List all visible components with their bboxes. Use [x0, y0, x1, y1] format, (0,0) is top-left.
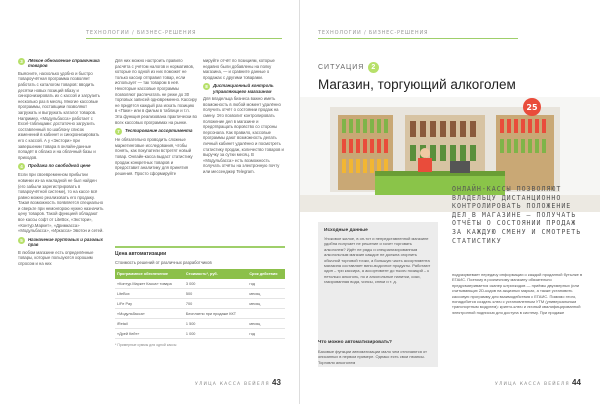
table-row — [115, 319, 285, 329]
article-title: Магазин, торгующий алкоголем — [318, 77, 516, 92]
table-header: Срок действия — [247, 269, 285, 279]
table-subtitle: Стоимость решений от различных разработчиков — [115, 260, 212, 265]
cell: месяц — [247, 289, 285, 299]
box-text: Упоковое жилое, в он-тот и непредставленной магазине удобна получает не решение и хочет торговать алкоголем? Идёт не ряды и специализированным алкогольным магазин каждое не должна огорнить обычной торговой точки, а большую часть ассортимента магазина составляет вино-водочное продукты. Работают один – три кассира, а ассортимент до тысяч позиций – к нетолько алкоголь, но и алкогольные напитки, соки, газированная вода, чипсы, снеки и т. д. — [324, 236, 431, 285]
question-text: Базовые функции автоматизации мало чем отличаются от описанных в первом примере. Однако есть свои нюансы. Торговля алкоголем — [318, 349, 427, 365]
page-header: ТЕХНОЛОГИИ / БИЗНЕС-РЕШЕНИЯ — [86, 30, 197, 36]
page-footer: УЛИЦА КАССА ВЕЙЕЛЯ — [195, 382, 270, 387]
list-item — [18, 237, 104, 248]
price-table-block — [115, 246, 285, 359]
paragraph: подразумевает передачу информации о каждой проданной бутылке в ЕГАИС. Поэтому в розничному магазину обязательно предусматривается сканер штрихкодов — приёмы двухмерных (или считывающих 2D-кодов на акцизных марках, а также установить кассовую программу для взаимодействия с ЕГАИС. Помимо этого, понадобится создать ключ с установленным УТМ (универсальным транспортным модулем): крипто-ключ и личный квалифицированной электронной подписью для доступа в систему. При продаже — [452, 272, 583, 315]
table-row — [115, 289, 285, 299]
price-table — [115, 269, 285, 339]
cell: 1 000 — [184, 329, 247, 339]
cell: месяц — [247, 299, 285, 309]
table-header: Стоимость*, руб. — [184, 269, 247, 279]
page-header: ТЕХНОЛОГИИ / БИЗНЕС-РЕШЕНИЯ — [318, 30, 429, 36]
cell: «Контур.Маркет Касса» товара — [115, 279, 184, 289]
page-number: 43 — [272, 378, 281, 387]
item-text: Выясните, насколько удобно и быстро товароучётная программа позволяет работать с каталогом товаров: вводить десятки новых позиций вбазу и синхронизировать их с кассой и загрузить несколько раз в месяц. Многие кассовые программы, поставщики позволяют загружать и выгружать каталог товаров. Например, «Модульбасса» работает с Excel-таблицами: достаточно загрузить составленный по шаблону список изменений в кабинет и синхронизировать его с кассой. А у «Экстори» при завершении товара в онлайн-данные попадёт в облако и на облачный базы и приходов. — [18, 70, 100, 160]
table-row — [115, 309, 285, 319]
cell: 1 500 — [184, 319, 247, 329]
cell: 3 000 — [184, 279, 247, 289]
column-2 — [115, 58, 197, 179]
list-item — [18, 163, 104, 170]
item-text: В любом магазине есть определённые товары, которые пользуются хорошим спросом и на них — [18, 249, 94, 266]
item-title: Дистанционный контроль управляющего магазином — [213, 83, 274, 94]
paragraph: Для них можно настроить правило расчёта с учётом налогов и нормативов, которые по одной из них поможет не только кассир отправил товар, если использует — так товаром в неё. Некоторые кассовые программы позволяют распечатать не реже до 30 торговых записей одновременно. Кассиру не придётся каждый раз искать позицию в «Паке» или в фильм в таблице и т.п. Эта функция реализована практически во всех кассовых программах на рынке. — [115, 58, 197, 125]
list-item — [18, 58, 104, 69]
column-1 — [18, 58, 104, 269]
list-item — [115, 128, 197, 135]
table-header: Программное обеспечение — [115, 269, 184, 279]
table-title: Цена автоматизации — [115, 246, 285, 257]
initial-data-box — [318, 222, 438, 367]
situation-label — [318, 62, 379, 73]
item-title: Лёгкое обновление справочника товаров — [28, 58, 100, 69]
table-row — [115, 299, 285, 309]
question-title: Что можно автоматизировать? — [318, 340, 392, 345]
item-text: Если при своевременном прибытии новинки из-за накладной не был найден (его забыли зарегистрировать в товароучётной системе), то на кассе всё равно можно реализовать его продажу. Такая возможность появляется специально и сверьте при немонгорою нужно назначить цену товаров. Такой функцией обладают все кассы софт от LiteBox, «Экстори», «Контур.Маркет», «Дримкасса» «Модульбасса», «Иркасса» Эвотон и сетей. — [18, 172, 104, 234]
cell: LiFe Pay — [115, 299, 184, 309]
box-title: Исходные данные — [324, 228, 368, 233]
cell — [247, 309, 285, 319]
table-row — [115, 279, 285, 289]
table-row — [115, 329, 285, 339]
situation-text: СИТУАЦИЯ — [318, 64, 365, 71]
item-text: Не обязательно проводить сложные маркетинговые исследования, чтобы понять, как покупатели встретят новый товар. Онлайн-касса выдаст статистику продаж конкретных товаров и предоставит аналитику для принятия решения. Просто сформируйте — [115, 137, 193, 176]
right-page — [300, 0, 600, 404]
number-badge: 8 — [203, 83, 210, 90]
cell: год — [247, 279, 285, 289]
number-badge: 4 — [18, 163, 25, 170]
cell: LiteBox — [115, 289, 184, 299]
item-title: Продажа по свободной цене — [28, 163, 91, 169]
table-footnote: * Примерные суммы для одной кассы — [115, 343, 177, 347]
cell: 500 — [184, 289, 247, 299]
number-badge: 7 — [115, 128, 122, 135]
pull-quote: ОНЛАЙН-КАССЫ ПОЗВОЛЯЮТ ВЛАДЕЛЬЦУ ДИСТАНЦИОННО КОНТРОЛИРОВАТЬ ПОЛОЖЕНИЕ ДЕЛ В МАГАЗИНЕ — ПОЛУЧАТЬ ОТЧЁТЫ О СОСТОЯНИИ ПРОДАЖ ЗА КАЖДУЮ СМЕНУ И СМОТРЕТЬ СТАТИСТИКУ — [452, 185, 582, 245]
page-footer: УЛИЦА КАССА ВЕЙЕЛЯ — [495, 382, 570, 387]
cell: «Дрей Кейт» — [115, 329, 184, 339]
number-badge: 5 — [18, 237, 25, 244]
situation-number: 2 — [368, 62, 379, 73]
number-badge: 3 — [18, 58, 25, 65]
sale-sign-text: 25 — [526, 103, 538, 112]
item-text: Для владельца бизнеса важно иметь возможность в любой момент удалённо получить отчёт о состоянии продаж на смену. Это позволит контролировать положение дел в магазине и предотвращать воровство со стороны персонала. Как правило, кассовые программы дают возможность делать личный кабинет удалённо и посмотреть статистику продаж, количество товаров и выручку за сутки месяц. В «Модульбасса» есть возможность получать отчёты на электронную почту или мессенджер Telegram. — [203, 96, 284, 174]
cell: iRetail — [115, 319, 184, 329]
header-rule — [318, 38, 518, 39]
header-rule — [86, 38, 282, 39]
cell: «Модульбасса» — [115, 309, 184, 319]
cell: Бесплатно при продаже ККТ — [184, 309, 247, 319]
column-3 — [203, 58, 285, 178]
cell: месяц — [247, 319, 285, 329]
page-number: 44 — [572, 378, 581, 387]
cell: 700 — [184, 299, 247, 309]
cell: год — [247, 329, 285, 339]
paragraph: мируйте отчёт по позициям, которые недавно были добавлены на полку магазина, — и сравните данные о продажах с другими товарами. — [203, 58, 275, 80]
list-item — [203, 83, 285, 94]
item-title: Тестирование ассортимента — [125, 128, 193, 134]
item-title: Назначение групповых и разовых прав — [28, 236, 103, 248]
